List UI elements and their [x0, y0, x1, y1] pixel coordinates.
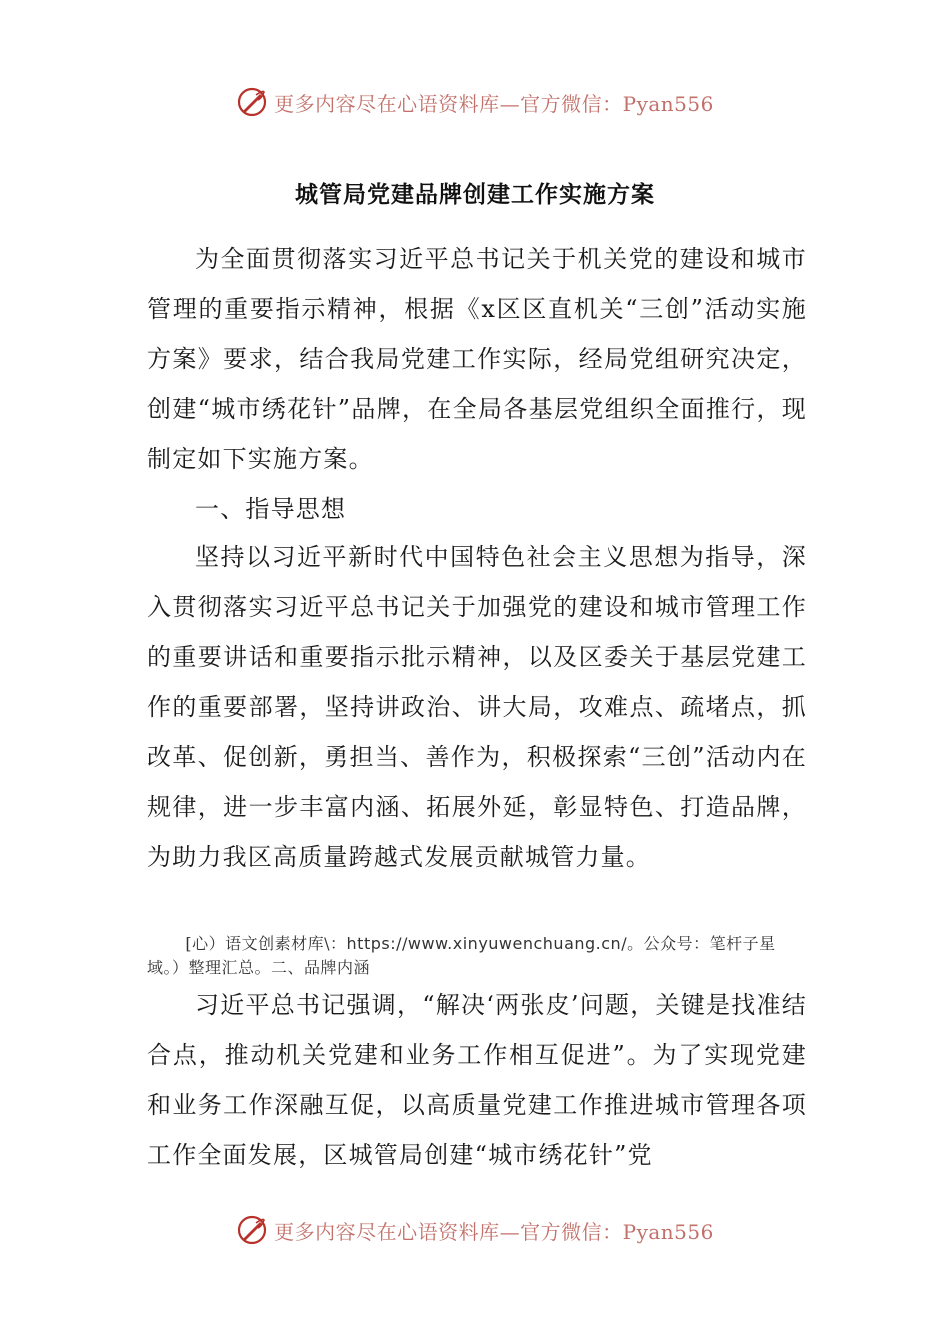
- paragraph-guiding-ideology-text: 坚持以习近平新时代中国特色社会主义思想为指导，深入贯彻落实习近平总书记关于加强党的建设和城市管理工作的重要讲话和重要指示批示精神，以及区委关于基层党建工作的重要部署，坚持讲政治、讲大局，攻难点、疏堵点，抓改革、促创新，勇担当、善作为，积极探索“三创”活动内在规律，进一步丰富内涵、拓展外延，彰显特色、打造品牌，为助力我区高质量跨越式发展贡献城管力量。: [147, 543, 807, 871]
- source-note-url: https://www.xinyuwenchuang.cn/: [346, 934, 628, 953]
- section-heading-guiding-ideology: [147, 484, 807, 534]
- source-note-suffix: 。公众号：笔杆子星域。）整理汇总。二、品牌内涵: [147, 934, 776, 977]
- paragraph-intro-text: 为全面贯彻落实习近平总书记关于机关党的建设和城市管理的重要指示精神，根据《x区区直机关“三创”活动实施方案》要求，结合我局党建工作实际，经局党组研究决定，创建“城市绣花针”品牌，在全局各基层党组织全面推行，现制定如下实施方案。: [147, 245, 807, 473]
- document-title: 城管局党建品牌创建工作实施方案: [295, 182, 655, 208]
- header-banner: [0, 80, 950, 124]
- section-heading-text: 一、指导思想: [195, 495, 347, 523]
- source-note-prefix: [心）语文创素材库\：: [185, 934, 347, 953]
- paragraph-guiding-ideology: [147, 532, 807, 882]
- paragraph-intro: [147, 234, 807, 484]
- footer-banner: [0, 1208, 950, 1252]
- paragraph-brand-connotation: [147, 980, 807, 1180]
- source-note: [147, 932, 807, 980]
- quill-logo-icon: [236, 86, 268, 118]
- quill-logo-icon: [236, 1214, 268, 1246]
- paragraph-brand-connotation-text: 习近平总书记强调，“解决‘两张皮’问题，关键是找准结合点，推动机关党建和业务工作相互促进”。为了实现党建和业务工作深融互促，以高质量党建工作推进城市管理各项工作全面发展，区城管局创建“城市绣花针”党: [147, 991, 807, 1169]
- banner-text: 更多内容尽在心语资料库—官方微信：Pyan556: [274, 1219, 714, 1244]
- banner-text: 更多内容尽在心语资料库—官方微信：Pyan556: [274, 91, 714, 116]
